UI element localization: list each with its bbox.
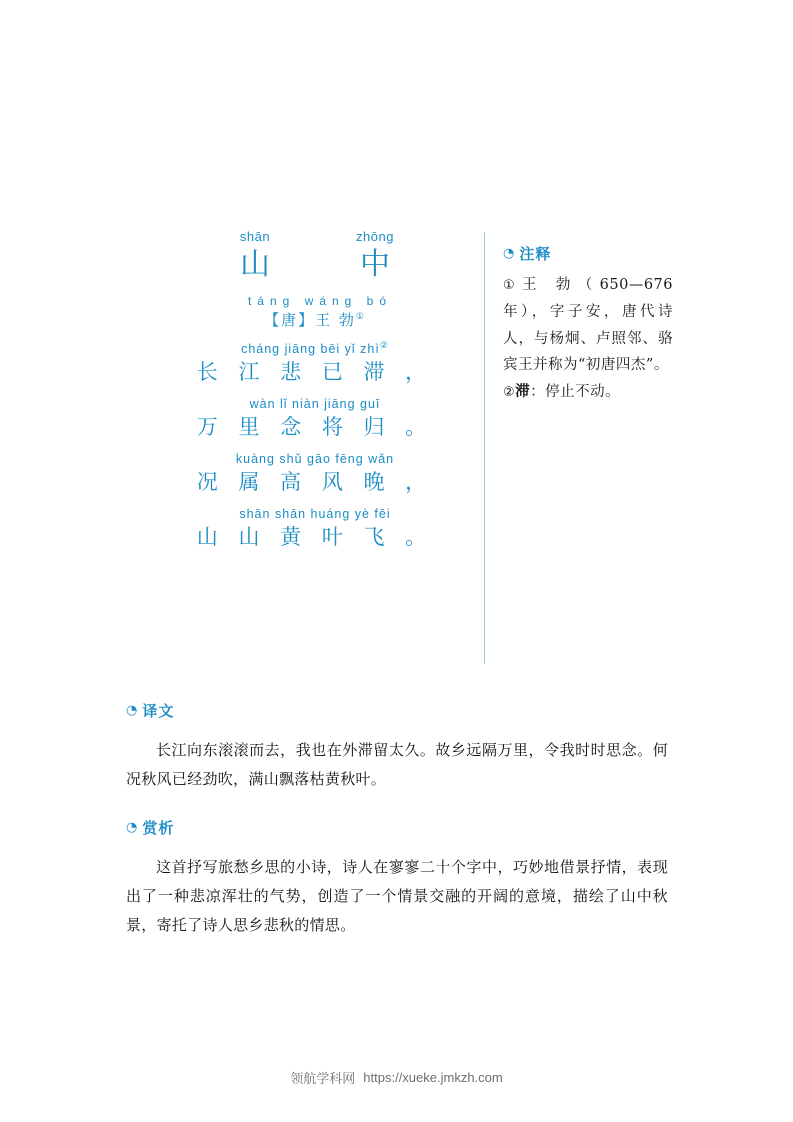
poem-line-4-hanzi: 山 山 黄 叶 飞 。 <box>196 525 434 550</box>
poem-line-1-pinyin-text: cháng jiāng bēi yǐ zhì <box>241 341 380 356</box>
lower-sections <box>126 700 668 962</box>
byline-hanzi-text: 【唐】王 勃 <box>264 310 356 329</box>
poem-title <box>160 228 470 284</box>
poem-line-2-hanzi: 万 里 念 将 归 。 <box>196 414 434 439</box>
poem-block <box>160 228 470 553</box>
note-item-2 <box>503 379 673 406</box>
page-footer <box>0 1068 793 1087</box>
title-char-2 <box>350 228 400 284</box>
byline-hanzi <box>160 309 470 330</box>
column-divider <box>484 232 485 664</box>
poem-line-3 <box>160 451 470 497</box>
note-item-1 <box>503 272 673 379</box>
note-item-1-text: 王 勃（650—676年），字子安，唐代诗人，与杨炯、卢照邻、骆宾王并称为“初唐四杰”。 <box>503 277 673 374</box>
title-char-1-hanzi: 山 <box>240 247 270 282</box>
appreciation-heading-label: 赏析 <box>142 818 175 837</box>
note-item-2-marker: ② <box>503 385 516 401</box>
note-item-2-text: ：停止不动。 <box>530 384 621 401</box>
appreciation-heading <box>126 817 668 838</box>
appreciation-block <box>126 817 668 941</box>
title-char-1 <box>230 228 280 284</box>
note-bullet-icon: ◔ <box>126 703 138 718</box>
poem-line-1 <box>160 339 470 387</box>
title-char-2-pinyin: zhōng <box>356 229 394 244</box>
poem-line-3-pinyin: kuàng shǔ gāo fēng wǎn <box>235 452 395 467</box>
poem-line-1-note-marker: ② <box>379 339 389 350</box>
poem-line-1-hanzi: 长 江 悲 已 滞 ， <box>196 359 434 384</box>
note-item-2-keyword: 滞 <box>515 383 531 401</box>
poem-line-2 <box>160 396 470 442</box>
poem-line-4-pinyin: shān shān huáng yè fēi <box>239 507 391 522</box>
translation-heading-label: 译文 <box>142 702 175 720</box>
translation-text: 长江向东滚滚而去，我也在外滞留太久。故乡远隔万里，令我时时思念。何况秋风已经劲吹，满山飘落枯黄秋叶。 <box>126 741 668 789</box>
poem-line-1-pinyin <box>160 339 470 358</box>
byline-note-marker: ① <box>355 311 366 322</box>
translation-heading <box>126 700 668 721</box>
poem-line-2-pinyin: wàn lǐ niàn jiāng guī <box>249 396 381 411</box>
notes-heading <box>503 243 673 264</box>
note-bullet-icon: ◔ <box>126 819 138 835</box>
note-item-1-marker: ① <box>503 278 523 293</box>
byline-pinyin: táng wáng bó <box>247 293 393 308</box>
poem-byline <box>160 294 470 330</box>
footer-brand: 领航学科网 <box>290 1072 356 1087</box>
poem-line-4 <box>160 506 470 552</box>
note-bullet-icon: ◔ <box>503 246 515 261</box>
poem-line-3-hanzi: 况 属 高 风 晚 ， <box>196 470 434 495</box>
appreciation-text: 这首抒写旅愁乡思的小诗，诗人在寥寥二十个字中，巧妙地借景抒情，表现出了一种悲凉浑壮的气势，创造了一个情景交融的开阔的意境，描绘了山中秋景，寄托了诗人思乡悲秋的情思。 <box>126 857 668 934</box>
translation-block <box>126 700 668 795</box>
title-char-2-hanzi: 中 <box>360 247 390 282</box>
notes-column <box>503 243 673 406</box>
title-char-1-pinyin: shān <box>239 229 271 244</box>
footer-url: https://xueke.jmkzh.com <box>363 1070 503 1085</box>
notes-heading-label: 注释 <box>519 245 552 263</box>
